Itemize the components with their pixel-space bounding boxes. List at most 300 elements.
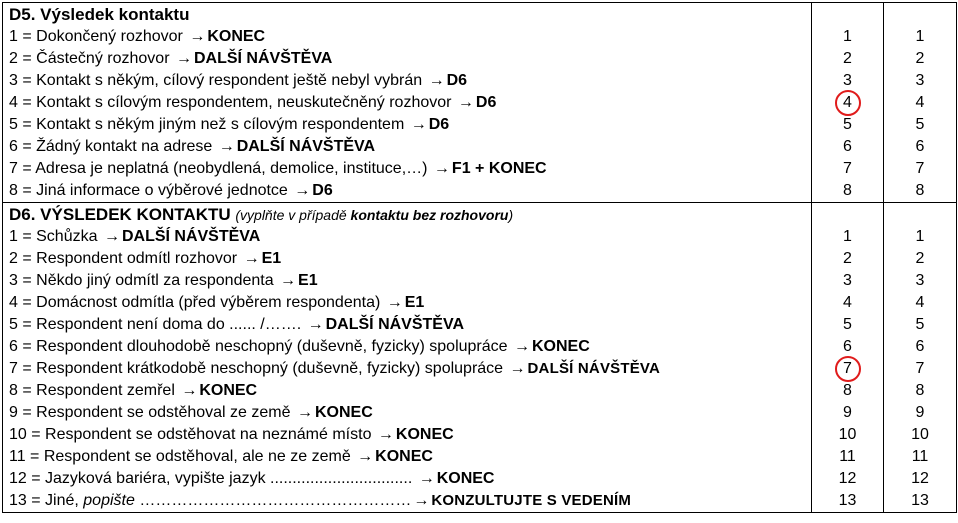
code-cell-a [812,358,884,380]
answer-option-row [3,158,957,180]
answer-option-label [3,446,811,468]
selected-circle-marker [835,90,861,116]
answer-code-value [916,48,925,70]
code-number: 8 [915,182,925,199]
code-number: 10 [911,426,929,443]
code-cell-b [884,402,957,424]
code-number: 9 [843,404,852,421]
answer-option-row [3,402,957,424]
answer-option-label [3,490,811,512]
option-text: 9 = Respondent se odstěhoval ze země [9,404,295,421]
code-number: 7 [843,160,852,177]
answer-code-a[interactable] [812,424,883,446]
code-cell-b [884,114,957,136]
answer-code-value [839,490,857,512]
answer-option-row [3,380,957,402]
code-number: 4 [915,294,925,311]
answer-code-value [911,490,929,512]
answer-code-a[interactable] [812,226,883,248]
answer-code-a[interactable] [812,26,883,48]
answer-option-label [3,380,811,402]
option-text: 12 = Jazyková bariéra, vypište jazyk ................................ [9,470,417,487]
routing-target: DALŠÍ NÁVŠTĚVA [527,360,661,377]
answer-code-b[interactable] [884,180,956,202]
code-number: 1 [915,28,925,45]
code-number: 6 [915,338,925,355]
code-number: 5 [915,316,925,333]
answer-code-value [839,446,856,468]
option-text: 3 = Někdo jiný odmítl za respondenta [9,272,279,289]
answer-option-row [3,336,957,358]
option-text: 1 = Dokončený rozhovor [9,28,188,45]
option-text-fill: …………………………………………… [134,492,412,509]
code-cell-a [812,380,884,402]
answer-code-b[interactable] [884,292,956,314]
arrow-right-icon: → [428,72,445,89]
answer-code-a[interactable] [812,136,883,158]
code-number: 1 [915,228,925,245]
answer-code-b[interactable] [884,336,956,358]
code-number: 8 [843,182,852,199]
arrow-right-icon: → [418,470,435,487]
answer-code-b[interactable] [884,158,956,180]
code-cell-a [812,424,884,446]
code-number: 12 [911,470,929,487]
blank-cell [884,203,956,226]
answer-code-b[interactable] [884,380,956,402]
code-number: 5 [915,116,925,133]
code-number: 2 [915,50,925,67]
answer-code-value [916,270,925,292]
answer-option-text-cell [3,314,812,336]
d6-header-row [3,203,957,227]
arrow-right-icon: → [457,94,474,111]
arrow-right-icon: → [413,492,430,509]
code-number: 3 [843,272,852,289]
answer-code-a[interactable] [812,468,883,490]
answer-option-label [3,114,811,136]
arrow-right-icon: → [410,116,427,133]
answer-option-text-cell [3,358,812,380]
answer-code-a[interactable] [812,248,883,270]
code-cell-b [884,136,957,158]
code-number: 10 [838,426,857,443]
routing-target: DALŠÍ NÁVŠTĚVA [236,138,376,155]
code-cell-b [884,180,957,203]
answer-code-value [843,248,852,270]
code-number: 8 [843,382,852,399]
answer-option-row [3,70,957,92]
routing-target: D6 [428,116,450,133]
code-cell-b [884,292,957,314]
answer-code-b[interactable] [884,358,956,380]
code-number: 7 [843,360,852,377]
answer-code-b[interactable] [884,490,956,512]
code-cell-b [884,380,957,402]
answer-code-a[interactable] [812,70,883,92]
code-cell-a [812,70,884,92]
code-number: 2 [843,250,852,267]
arrow-right-icon: → [307,316,324,333]
routing-target: D6 [312,182,333,199]
answer-code-b[interactable] [884,48,956,70]
answer-code-a[interactable] [812,114,883,136]
routing-target: KONEC [532,338,590,355]
answer-code-b[interactable] [884,226,956,248]
code-number: 4 [843,294,852,311]
answer-option-text-cell [3,446,812,468]
d5-header-cell [3,3,812,27]
arrow-right-icon: → [514,338,530,355]
routing-target: D6 [475,94,497,111]
code-cell-a [812,490,884,513]
answer-code-value [843,92,852,114]
code-cell-b [884,314,957,336]
answer-code-value [843,136,852,158]
answer-code-a[interactable] [812,402,883,424]
answer-option-label [3,136,811,158]
answer-code-value [843,26,852,48]
answer-code-b[interactable] [884,136,956,158]
answer-code-a[interactable] [812,158,883,180]
answer-option-row [3,114,957,136]
code-number: 1 [843,28,852,45]
code-number: 13 [911,492,929,509]
answer-option-label [3,468,811,490]
code-number: 11 [839,448,856,465]
answer-code-b[interactable] [884,26,956,48]
answer-code-value [916,226,925,248]
option-text: 5 = Respondent není doma do ...... /……. [9,316,306,333]
answer-option-label [3,358,811,380]
code-cell-a [812,114,884,136]
code-number: 4 [915,94,925,111]
code-cell-b [884,424,957,446]
answer-code-b[interactable] [884,402,956,424]
answer-option-row [3,248,957,270]
answer-option-text-cell [3,248,812,270]
code-number: 6 [915,138,925,155]
answer-option-text-cell [3,468,812,490]
answer-code-value [916,92,925,114]
answer-option-text-cell [3,48,812,70]
option-text: 6 = Žádný kontakt na adrese [9,138,217,155]
code-number: 7 [915,160,925,177]
selected-circle-marker [835,356,861,382]
answer-code-value [916,70,925,92]
answer-option-label [3,158,811,180]
arrow-right-icon: → [386,294,403,311]
code-cell-b [884,70,957,92]
answer-option-row [3,48,957,70]
option-text: 3 = Kontakt s někým, cílový respondent ještě nebyl vybrán [9,72,427,89]
answer-option-row [3,314,957,336]
answer-code-b[interactable] [884,92,956,114]
answer-option-row [3,92,957,114]
code-cell-b [884,248,957,270]
code-number: 9 [915,404,925,421]
code-cell-b [884,92,957,114]
code-cell-a [812,402,884,424]
answer-option-row [3,226,957,248]
answer-code-value [916,114,925,136]
answer-code-value [916,136,925,158]
d5-header-col-b [884,3,957,27]
answer-option-text-cell [3,70,812,92]
answer-code-value [843,402,852,424]
answer-code-a[interactable] [812,446,883,468]
routing-target: KONEC [199,382,258,399]
answer-code-b[interactable] [884,270,956,292]
answer-code-value [916,158,925,180]
option-text: 2 = Částečný rozhovor [9,50,174,67]
answer-code-value [916,336,925,358]
answer-code-a[interactable] [812,180,883,202]
code-number: 12 [838,470,857,487]
answer-option-label [3,424,811,446]
answer-code-a[interactable] [812,270,883,292]
answer-code-value [916,402,925,424]
answer-option-text-cell [3,292,812,314]
answer-option-label [3,270,811,292]
option-text: 8 = Jiná informace o výběrové jednotce [9,182,293,199]
code-number: 6 [843,338,852,355]
routing-target: KONEC [207,28,266,45]
answer-option-text-cell [3,490,812,513]
answer-code-b[interactable] [884,424,956,446]
answer-code-value [839,424,857,446]
code-number: 3 [843,72,852,89]
answer-code-value [843,380,852,402]
code-cell-b [884,468,957,490]
code-cell-a [812,158,884,180]
option-text: 13 = Jiné, [9,492,84,509]
d6-heading [3,203,811,226]
answer-code-value [916,292,925,314]
answer-code-value [916,248,925,270]
routing-target: KONZULTUJTE S VEDENÍM [431,492,632,509]
code-cell-a [812,136,884,158]
code-cell-a [812,180,884,203]
arrow-right-icon: → [181,382,198,399]
answer-code-value [912,446,929,468]
contact-result-table [2,2,957,513]
option-text: 1 = Schůzka [9,228,102,245]
answer-option-label [3,26,811,48]
routing-target: DALŠÍ NÁVŠTĚVA [325,316,465,333]
answer-code-value [839,468,857,490]
answer-code-value [843,158,852,180]
answer-option-row [3,446,957,468]
answer-option-row [3,468,957,490]
answer-code-value [843,70,852,92]
answer-code-value [916,314,925,336]
routing-target: DALŠÍ NÁVŠTĚVA [121,228,261,245]
answer-option-row [3,26,957,48]
code-number: 4 [843,94,852,111]
routing-target: E1 [404,294,425,311]
option-text: 4 = Kontakt s cílovým respondentem, neuskutečněný rozhovor [9,94,456,111]
code-cell-a [812,446,884,468]
answer-option-row [3,180,957,203]
code-cell-a [812,226,884,248]
option-text: 11 = Respondent se odstěhoval, ale ne ze země [9,448,356,465]
answer-option-text-cell [3,380,812,402]
arrow-right-icon: → [189,28,206,45]
answer-code-a[interactable] [812,48,883,70]
code-number: 11 [911,448,929,465]
answer-code-value [843,180,852,202]
answer-code-value [843,292,852,314]
arrow-right-icon: → [357,448,374,465]
option-text: 4 = Domácnost odmítla (před výběrem respondenta) [9,294,385,311]
blank-cell [812,3,883,26]
answer-option-row [3,270,957,292]
answer-code-b[interactable] [884,446,956,468]
option-text: 6 = Respondent dlouhodobě neschopný (duševně, fyzicky) spolupráce [9,338,512,355]
answer-code-value [916,358,925,380]
answer-option-text-cell [3,336,812,358]
routing-target: DALŠÍ NÁVŠTĚVA [193,50,333,67]
routing-target: E1 [298,272,318,289]
answer-option-text-cell [3,270,812,292]
blank-cell [884,3,956,26]
code-number: 5 [843,116,852,133]
code-cell-b [884,26,957,48]
code-cell-a [812,468,884,490]
code-cell-a [812,92,884,114]
code-cell-b [884,358,957,380]
arrow-right-icon: → [377,426,394,443]
routing-target: KONEC [314,404,373,421]
arrow-right-icon: → [243,250,260,267]
routing-target: D6 [446,72,468,89]
code-number: 13 [838,492,857,509]
arrow-right-icon: → [103,228,120,245]
answer-option-label [3,292,811,314]
answer-option-text-cell [3,92,812,114]
d6-header-cell [3,203,812,227]
arrow-right-icon: → [175,50,192,67]
answer-code-value [843,358,852,380]
answer-code-b[interactable] [884,114,956,136]
d5-heading [3,3,811,26]
answer-option-text-cell [3,114,812,136]
answer-option-text-cell [3,226,812,248]
arrow-right-icon: → [296,404,313,421]
d6-header-col-b [884,203,957,227]
answer-code-a[interactable] [812,92,883,114]
code-cell-b [884,490,957,513]
answer-code-b[interactable] [884,248,956,270]
code-cell-a [812,48,884,70]
option-text: 8 = Respondent zemřel [9,382,180,399]
answer-option-text-cell [3,402,812,424]
answer-code-b[interactable] [884,70,956,92]
instruction-note: (vyplňte v případě [235,207,351,223]
answer-option-text-cell [3,158,812,180]
section-title: D6. VÝSLEDEK KONTAKTU [9,205,236,224]
d5-header-row [3,3,957,27]
arrow-right-icon: → [509,360,526,377]
arrow-right-icon: → [280,272,297,289]
d5-header-col-a [812,3,884,27]
d6-header-col-a [812,203,884,227]
answer-code-value [843,270,852,292]
answer-code-value [916,380,925,402]
answer-code-value [911,424,929,446]
answer-code-value [911,468,929,490]
answer-code-a[interactable] [812,314,883,336]
code-cell-b [884,48,957,70]
answer-option-label [3,92,811,114]
answer-option-text-cell [3,180,812,203]
answer-code-a[interactable] [812,336,883,358]
answer-code-a[interactable] [812,380,883,402]
answer-option-text-cell [3,136,812,158]
routing-target: KONEC [375,448,433,465]
answer-option-label [3,226,811,248]
answer-option-text-cell [3,26,812,48]
answer-code-value [916,180,925,202]
code-cell-a [812,336,884,358]
answer-option-label [3,336,811,358]
code-cell-b [884,446,957,468]
answer-code-value [843,114,852,136]
answer-option-label [3,402,811,424]
code-cell-a [812,314,884,336]
blank-cell [812,203,883,226]
option-text: 10 = Respondent se odstěhovat na neznámé místo [9,426,376,443]
instruction-note-end: ) [508,207,514,223]
code-number: 5 [843,316,852,333]
code-cell-b [884,226,957,248]
code-cell-b [884,270,957,292]
routing-target: F1 + KONEC [451,160,547,177]
answer-code-value [843,48,852,70]
answer-option-label [3,314,811,336]
answer-option-row [3,292,957,314]
section-title: D5. Výsledek kontaktu [9,5,190,24]
option-text: 7 = Adresa je neplatná (neobydlená, demolice, instituce,…) [9,160,432,177]
instruction-note-emphasis: kontaktu bez rozhovoru [350,207,509,223]
answer-code-value [843,314,852,336]
option-text: 5 = Kontakt s někým jiným než s cílovým respondentem [9,116,409,133]
answer-option-label [3,248,811,270]
answer-option-label [3,48,811,70]
code-cell-b [884,336,957,358]
answer-code-a[interactable] [812,358,883,380]
routing-target: KONEC [436,470,495,487]
code-number: 7 [915,360,925,377]
answer-option-text-cell [3,424,812,446]
code-number: 3 [915,272,925,289]
option-text: 7 = Respondent krátkodobě neschopný (duševně, fyzicky) spolupráce [9,360,508,377]
option-text: 2 = Respondent odmítl rozhovor [9,250,242,267]
answer-option-row [3,490,957,513]
answer-code-a[interactable] [812,490,883,512]
code-cell-a [812,292,884,314]
answer-option-label [3,180,811,202]
answer-code-a[interactable] [812,292,883,314]
answer-code-b[interactable] [884,314,956,336]
code-number: 6 [843,138,852,155]
answer-code-b[interactable] [884,468,956,490]
code-number: 3 [915,72,925,89]
answer-code-value [843,226,852,248]
code-number: 8 [915,382,925,399]
option-text-italic: popište [83,492,135,509]
